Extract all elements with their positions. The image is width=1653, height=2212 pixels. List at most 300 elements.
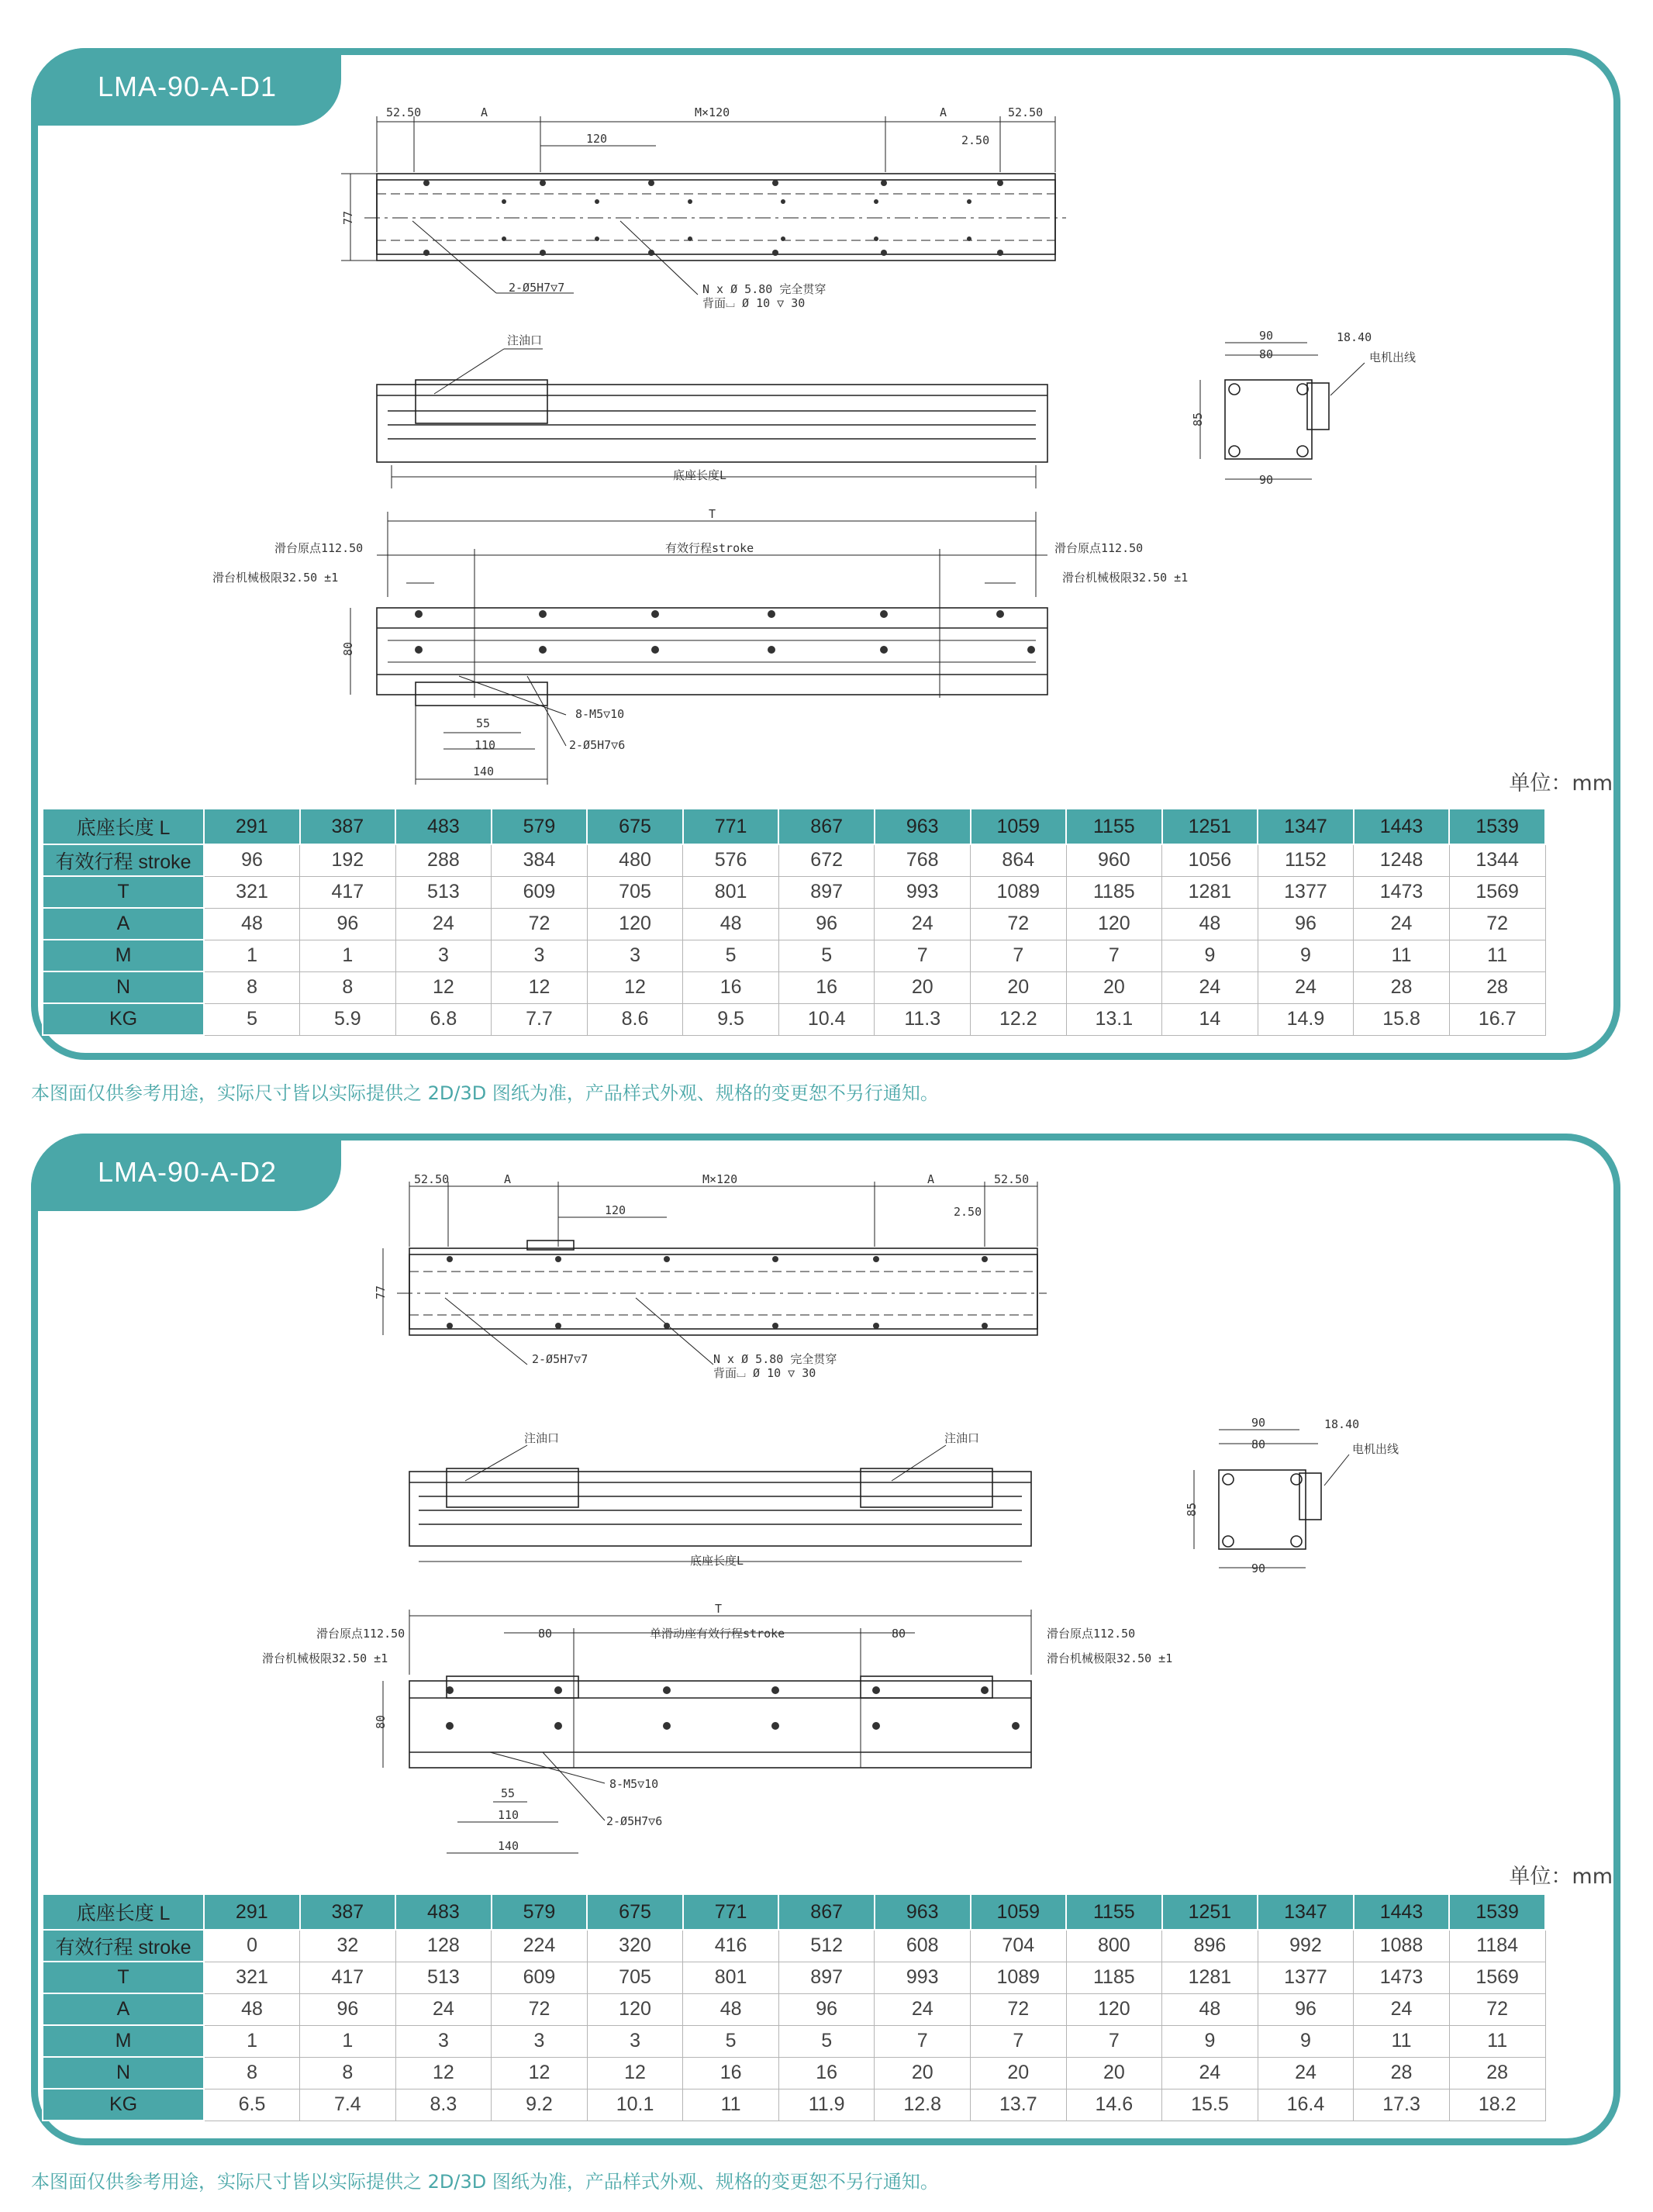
table-cell: 480: [587, 844, 683, 876]
table-cell: 224: [492, 1930, 588, 1962]
table-cell: 48: [204, 908, 300, 940]
table-cell: 72: [492, 908, 588, 940]
table-cell: 120: [587, 908, 683, 940]
row-label: N: [43, 971, 204, 1003]
table-cell: 800: [1066, 1930, 1162, 1962]
callout: 8-M5▽10: [575, 707, 625, 721]
table-cell: 96: [1258, 908, 1354, 940]
dim-text: A: [927, 1172, 935, 1186]
row-label: A: [43, 1993, 204, 2025]
table-cell: 24: [875, 908, 971, 940]
table-cell: 9: [1258, 2025, 1354, 2057]
row-label: 有效行程 stroke: [43, 844, 204, 876]
dim-text: 2.50: [961, 133, 990, 147]
table-cell: 15.5: [1162, 2089, 1258, 2121]
column-header: 771: [683, 1894, 779, 1930]
table-cell: 14.6: [1066, 2089, 1162, 2121]
table-cell: 1281: [1162, 876, 1258, 908]
table-cell: 5: [683, 940, 779, 971]
table-cell: 1473: [1354, 1962, 1450, 1993]
table-cell: 128: [395, 1930, 492, 1962]
table-cell: 96: [300, 908, 396, 940]
table-cell: 48: [683, 1993, 779, 2025]
dim-text: 80: [341, 641, 355, 656]
table-cell: 72: [971, 908, 1067, 940]
table-cell: 28: [1449, 971, 1545, 1003]
table-cell: 20: [971, 971, 1067, 1003]
callout: 电机出线: [1352, 1442, 1399, 1456]
table-cell: 1: [300, 940, 396, 971]
table-cell: 8.6: [587, 1003, 683, 1035]
table-cell: 3: [395, 2025, 492, 2057]
table-row: [43, 1930, 1545, 1962]
table-cell: 3: [587, 2025, 683, 2057]
column-header: 1443: [1354, 1894, 1450, 1930]
dim-text: 90: [1251, 1562, 1266, 1575]
callout: 滑台原点112.50: [274, 541, 364, 555]
spec-table-d1: [42, 808, 1546, 1035]
column-header: 963: [875, 809, 971, 844]
table-cell: 8.3: [395, 2089, 492, 2121]
table-cell: 24: [1354, 908, 1450, 940]
table-cell: 608: [875, 1930, 971, 1962]
table-cell: 1473: [1354, 876, 1450, 908]
column-header: 867: [778, 1894, 875, 1930]
table-cell: 10.1: [587, 2089, 683, 2121]
table-cell: 7.4: [300, 2089, 396, 2121]
callout: 滑台机械极限32.50 ±1: [1047, 1651, 1173, 1665]
table-cell: 320: [587, 1930, 683, 1962]
table-cell: 7: [875, 940, 971, 971]
column-header: 1539: [1449, 809, 1545, 844]
table-cell: 5: [204, 1003, 300, 1035]
table-row: [43, 1993, 1545, 2025]
table-cell: 16.7: [1449, 1003, 1545, 1035]
table-cell: 10.4: [778, 1003, 875, 1035]
callout: 背面⌴ Ø 10 ▽ 30: [713, 1366, 816, 1380]
dim-text: 110: [498, 1808, 519, 1822]
table-cell: 8: [300, 971, 396, 1003]
table-cell: 20: [971, 2057, 1067, 2089]
table-cell: 6.8: [395, 1003, 492, 1035]
row-label: M: [43, 2025, 204, 2057]
table-cell: 12: [492, 971, 588, 1003]
table-cell: 14.9: [1258, 1003, 1354, 1035]
dim-text: M×120: [702, 1172, 738, 1186]
table-cell: 1248: [1354, 844, 1450, 876]
table-cell: 20: [875, 2057, 971, 2089]
table-cell: 24: [875, 1993, 971, 2025]
table-cell: 11.3: [875, 1003, 971, 1035]
dim-text: 85: [1191, 412, 1205, 426]
dim-text: 85: [1185, 1502, 1199, 1517]
table-row: [43, 844, 1545, 876]
callout: 2-Ø5H7▽6: [569, 738, 626, 752]
table-cell: 1089: [971, 876, 1067, 908]
table-cell: 1344: [1449, 844, 1545, 876]
dim-text: 90: [1251, 1416, 1266, 1430]
table-cell: 1152: [1258, 844, 1354, 876]
table-cell: 704: [971, 1930, 1067, 1962]
table-cell: 48: [1162, 908, 1258, 940]
table-cell: 28: [1449, 2057, 1545, 2089]
table-cell: 960: [1066, 844, 1162, 876]
column-header: 771: [683, 809, 779, 844]
unit-label: 单位：mm: [1509, 1865, 1613, 1889]
callout: 滑台机械极限32.50 ±1: [262, 1651, 388, 1665]
table-cell: 13.7: [971, 2089, 1067, 2121]
table-cell: 768: [875, 844, 971, 876]
callout: 注油口: [507, 333, 543, 347]
table-cell: 16.4: [1258, 2089, 1354, 2121]
table-cell: 1377: [1258, 1962, 1354, 1993]
dim-text: 77: [374, 1285, 388, 1299]
table-cell: 993: [875, 1962, 971, 1993]
table-cell: 120: [1066, 1993, 1162, 2025]
table-cell: 5: [778, 940, 875, 971]
table-row: [43, 1962, 1545, 1993]
table-cell: 3: [587, 940, 683, 971]
row-label: KG: [43, 1003, 204, 1035]
table-cell: 16: [778, 2057, 875, 2089]
column-header: 387: [300, 809, 396, 844]
column-header: 1347: [1258, 1894, 1354, 1930]
table-cell: 20: [875, 971, 971, 1003]
table-header-row: [43, 1894, 1545, 1930]
table-cell: 120: [587, 1993, 683, 2025]
bottom-holes: [415, 610, 1035, 654]
table-cell: 513: [395, 876, 492, 908]
row-label: A: [43, 908, 204, 940]
table-cell: 1089: [971, 1962, 1067, 1993]
table-cell: 417: [300, 1962, 396, 1993]
table-cell: 96: [1258, 1993, 1354, 2025]
dim-text: 55: [476, 716, 491, 730]
table-cell: 609: [492, 1962, 588, 1993]
dim-text: 52.50: [386, 105, 422, 119]
callout: 滑台原点112.50: [1054, 541, 1144, 555]
dim-text: 120: [605, 1203, 626, 1217]
column-header: 483: [395, 1894, 492, 1930]
callout: 2-Ø5H7▽7: [509, 281, 565, 295]
table-cell: 72: [971, 1993, 1067, 2025]
table-cell: 96: [778, 1993, 875, 2025]
table-cell: 1: [300, 2025, 396, 2057]
table-cell: 7: [971, 940, 1067, 971]
column-header: 483: [395, 809, 492, 844]
table-cell: 672: [778, 844, 875, 876]
table-cell: 801: [683, 1962, 779, 1993]
table-cell: 24: [395, 908, 492, 940]
table-cell: 20: [1066, 2057, 1162, 2089]
callout: 底座长度L: [690, 1554, 744, 1568]
table-row: [43, 2057, 1545, 2089]
row-label: T: [43, 1962, 204, 1993]
column-header: 1155: [1066, 809, 1162, 844]
callout: 滑台原点112.50: [1047, 1627, 1136, 1641]
table-cell: 512: [778, 1930, 875, 1962]
callout: 注油口: [944, 1431, 980, 1445]
row-label: 有效行程 stroke: [43, 1930, 204, 1962]
table-cell: 1377: [1258, 876, 1354, 908]
table-cell: 24: [1162, 2057, 1258, 2089]
column-header: 675: [587, 1894, 683, 1930]
table-header-row: [43, 809, 1545, 844]
table-cell: 11: [683, 2089, 779, 2121]
column-header: 1059: [971, 1894, 1067, 1930]
table-cell: 24: [395, 1993, 492, 2025]
table-row: [43, 971, 1545, 1003]
table-row: [43, 2089, 1545, 2121]
table-cell: 1185: [1066, 1962, 1162, 1993]
dim-text: 52.50: [414, 1172, 450, 1186]
column-header: 1059: [971, 809, 1067, 844]
row-label: KG: [43, 2089, 204, 2121]
table-cell: 13.1: [1066, 1003, 1162, 1035]
table-cell: 864: [971, 844, 1067, 876]
table-cell: 96: [300, 1993, 396, 2025]
table-cell: 9.5: [683, 1003, 779, 1035]
table-cell: 1281: [1162, 1962, 1258, 1993]
callout: N x Ø 5.80 完全贯穿: [713, 1352, 837, 1366]
table-cell: 7: [1066, 940, 1162, 971]
column-header: 387: [300, 1894, 396, 1930]
table-cell: 1: [204, 940, 300, 971]
table-cell: 1184: [1449, 1930, 1545, 1962]
table-header-label: 底座长度 L: [43, 1894, 204, 1930]
table-cell: 9.2: [492, 2089, 588, 2121]
dim-text: 52.50: [994, 1172, 1030, 1186]
table-cell: 0: [204, 1930, 300, 1962]
table-cell: 1569: [1449, 1962, 1545, 1993]
bottom-holes: [446, 1686, 1020, 1730]
table-cell: 9: [1258, 940, 1354, 971]
disclaimer: 本图面仅供参考用途，实际尺寸皆以实际提供之 2D/3D 图纸为准，产品样式外观、规格的变更恕不另行通知。: [31, 2171, 939, 2193]
callout: 背面⌴ Ø 10 ▽ 30: [702, 296, 806, 310]
table-cell: 48: [204, 1993, 300, 2025]
disclaimer: 本图面仅供参考用途，实际尺寸皆以实际提供之 2D/3D 图纸为准，产品样式外观、规格的变更恕不另行通知。: [31, 1082, 939, 1104]
table-cell: 7: [1066, 2025, 1162, 2057]
table-cell: 24: [1258, 2057, 1354, 2089]
table-cell: 16: [683, 2057, 779, 2089]
dim-text: M×120: [695, 105, 730, 119]
panel-title: LMA-90-A-D1: [31, 48, 341, 126]
table-cell: 12: [395, 2057, 492, 2089]
column-header: 579: [492, 809, 588, 844]
table-cell: 7: [875, 2025, 971, 2057]
dim-text: 80: [1259, 347, 1274, 361]
table-cell: 416: [683, 1930, 779, 1962]
dim-text: 120: [586, 132, 608, 146]
table-row: [43, 1003, 1545, 1035]
table-cell: 32: [300, 1930, 396, 1962]
table-cell: 7.7: [492, 1003, 588, 1035]
table-cell: 1: [204, 2025, 300, 2057]
table-row: [43, 2025, 1545, 2057]
table-cell: 12.8: [875, 2089, 971, 2121]
callout: 滑台机械极限32.50 ±1: [1062, 571, 1189, 585]
table-cell: 8: [204, 2057, 300, 2089]
table-cell: 24: [1258, 971, 1354, 1003]
table-cell: 417: [300, 876, 396, 908]
column-header: 867: [778, 809, 875, 844]
unit-label: 单位：mm: [1509, 771, 1613, 795]
callout: N x Ø 5.80 完全贯穿: [702, 282, 826, 296]
dim-text: 55: [501, 1786, 516, 1800]
dim-text: 80: [374, 1714, 388, 1729]
table-cell: 7: [971, 2025, 1067, 2057]
table-cell: 24: [1162, 971, 1258, 1003]
callout: 单滑动座有效行程stroke: [650, 1627, 785, 1641]
table-cell: 72: [1449, 1993, 1545, 2025]
callout: 注油口: [524, 1431, 560, 1445]
table-cell: 11: [1449, 940, 1545, 971]
table-cell: 28: [1354, 971, 1450, 1003]
column-header: 291: [204, 809, 300, 844]
callout: 滑台机械极限32.50 ±1: [212, 571, 339, 585]
dim-text: 80: [892, 1627, 906, 1641]
table-cell: 48: [1162, 1993, 1258, 2025]
table-cell: 609: [492, 876, 588, 908]
table-cell: 18.2: [1449, 2089, 1545, 2121]
column-header: 579: [492, 1894, 588, 1930]
dim-text: A: [940, 105, 947, 119]
table-row: [43, 876, 1545, 908]
table-cell: 288: [395, 844, 492, 876]
table-cell: 16: [778, 971, 875, 1003]
table-cell: 72: [492, 1993, 588, 2025]
table-cell: 384: [492, 844, 588, 876]
table-cell: 11: [1449, 2025, 1545, 2057]
table-cell: 12: [395, 971, 492, 1003]
table-cell: 72: [1449, 908, 1545, 940]
callout: 有效行程stroke: [665, 541, 754, 555]
table-cell: 3: [492, 940, 588, 971]
column-header: 1539: [1449, 1894, 1545, 1930]
table-cell: 576: [683, 844, 779, 876]
table-cell: 321: [204, 876, 300, 908]
column-header: 1251: [1162, 1894, 1258, 1930]
table-cell: 1185: [1066, 876, 1162, 908]
dim-text: 140: [473, 764, 495, 778]
table-cell: 993: [875, 876, 971, 908]
table-cell: 48: [683, 908, 779, 940]
table-cell: 96: [204, 844, 300, 876]
table-cell: 8: [300, 2057, 396, 2089]
column-header: 291: [204, 1894, 300, 1930]
column-header: 1155: [1066, 1894, 1162, 1930]
table-cell: 28: [1354, 2057, 1450, 2089]
table-cell: 1569: [1449, 876, 1545, 908]
dim-text: 18.40: [1324, 1417, 1360, 1431]
dim-text: 90: [1259, 473, 1274, 487]
table-row: [43, 908, 1545, 940]
callout: 电机出线: [1369, 350, 1417, 364]
dim-text: A: [504, 1172, 512, 1186]
table-cell: 321: [204, 1962, 300, 1993]
dim-text: T: [715, 1602, 723, 1616]
table-cell: 11.9: [778, 2089, 875, 2121]
callout: 底座长度L: [673, 468, 727, 482]
top-holes: [447, 1256, 988, 1329]
callout: 8-M5▽10: [609, 1777, 659, 1791]
dim-text: 2.50: [954, 1205, 982, 1219]
dim-text: 90: [1259, 329, 1274, 343]
table-cell: 96: [778, 908, 875, 940]
column-header: 1347: [1258, 809, 1354, 844]
table-cell: 24: [1354, 1993, 1450, 2025]
table-cell: 9: [1162, 2025, 1258, 2057]
table-cell: 5: [778, 2025, 875, 2057]
table-cell: 705: [587, 876, 683, 908]
dim-text: 77: [341, 210, 355, 225]
table-cell: 12: [492, 2057, 588, 2089]
dim-text: 80: [1251, 1437, 1266, 1451]
dim-text: 110: [475, 738, 496, 752]
table-cell: 705: [587, 1962, 683, 1993]
panel-title: LMA-90-A-D2: [31, 1134, 341, 1211]
table-cell: 120: [1066, 908, 1162, 940]
table-cell: 15.8: [1354, 1003, 1450, 1035]
table-cell: 1088: [1354, 1930, 1450, 1962]
callout: 2-Ø5H7▽7: [532, 1352, 588, 1366]
row-label: N: [43, 2057, 204, 2089]
table-cell: 12: [587, 971, 683, 1003]
table-cell: 1056: [1162, 844, 1258, 876]
dim-text: 80: [538, 1627, 553, 1641]
table-cell: 17.3: [1354, 2089, 1450, 2121]
column-header: 963: [875, 1894, 971, 1930]
table-cell: 897: [778, 1962, 875, 1993]
row-label: M: [43, 940, 204, 971]
table-cell: 992: [1258, 1930, 1354, 1962]
column-header: 1443: [1354, 809, 1450, 844]
table-cell: 11: [1354, 940, 1450, 971]
table-cell: 897: [778, 876, 875, 908]
table-cell: 513: [395, 1962, 492, 1993]
dim-text: T: [709, 507, 716, 521]
top-view-body: [377, 174, 1055, 261]
table-cell: 801: [683, 876, 779, 908]
table-cell: 20: [1066, 971, 1162, 1003]
row-label: T: [43, 876, 204, 908]
table-row: [43, 940, 1545, 971]
table-cell: 9: [1162, 940, 1258, 971]
table-cell: 3: [492, 2025, 588, 2057]
table-cell: 11: [1354, 2025, 1450, 2057]
dim-text: 18.40: [1337, 330, 1372, 344]
column-header: 1251: [1162, 809, 1258, 844]
table-cell: 5.9: [300, 1003, 396, 1035]
table-header-label: 底座长度 L: [43, 809, 204, 844]
table-cell: 14: [1162, 1003, 1258, 1035]
table-cell: 16: [683, 971, 779, 1003]
spec-table-d2: [42, 1893, 1546, 2121]
callout: 滑台原点112.50: [316, 1627, 405, 1641]
table-cell: 12.2: [971, 1003, 1067, 1035]
table-cell: 6.5: [204, 2089, 300, 2121]
dim-text: 140: [498, 1839, 519, 1853]
table-cell: 12: [587, 2057, 683, 2089]
table-cell: 896: [1162, 1930, 1258, 1962]
callout: 2-Ø5H7▽6: [606, 1814, 663, 1828]
table-cell: 192: [300, 844, 396, 876]
column-header: 675: [587, 809, 683, 844]
table-cell: 5: [683, 2025, 779, 2057]
dim-text: A: [481, 105, 488, 119]
table-cell: 3: [395, 940, 492, 971]
dim-text: 52.50: [1008, 105, 1044, 119]
